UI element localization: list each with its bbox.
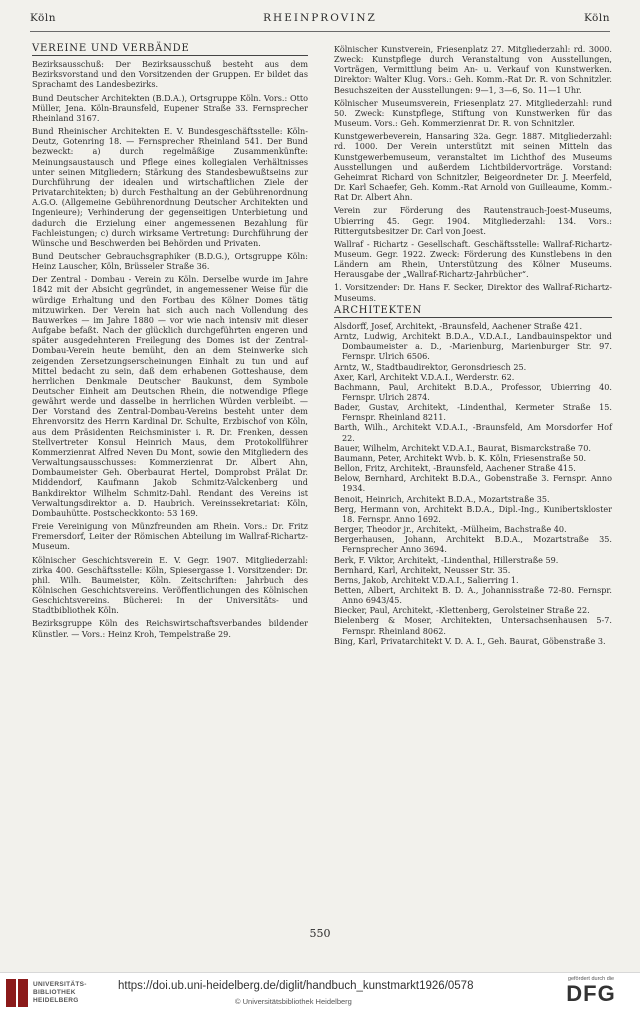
running-head-center: RHEINPROVINZ [263,12,377,24]
architect-entry: Bader, Gustav, Architekt, -Lindenthal, Kermeter Straße 15. Fernspr. Rheinland 8211. [334,402,612,423]
architect-entry: Bergerhausen, Johann, Architekt B.D.A., Mozartstraße 35. Fernsprecher Anno 3694. [334,534,612,555]
right-column [334,44,612,646]
section-title-vereine: VEREINE UND VERBÄNDE [32,44,308,56]
library-logo[interactable] [6,979,87,1007]
funded-by-label: gefördert durch die [567,976,615,982]
architect-entry: Bielenberg & Moser, Architekten, Untersachsenhausen 5-7. Fernspr. Rheinland 8062. [334,615,612,636]
architect-entry: Benoit, Heinrich, Architekt B.D.A., Mozartstraße 35. [334,493,550,504]
architect-entry: Berns, Jakob, Architekt V.D.A.I., Salierring 1. [334,574,519,585]
architect-entry: Betten, Albert, Architekt B. D. A., Johannisstraße 72-80. Fernspr. Anno 6943/45. [334,584,612,606]
entry-kunstverein: Kölnischer Kunstverein, Friesenplatz 27. Mitgliederzahl: rd. 3000. Zweck: Kunstpflege durch Veranstaltung von Ausstellungen, Vorträgen, Vermittlung beim An- u. Verkauf von Kunstwerken. Direktor: Walter Klug. Vors.: Geh. Komm.-Rat Dr. R. von Schnitzler. Besuchszeiten der Ausstellungen: 9—1, 3—6, So. 11—1 Uhr. [334,44,612,95]
dfg-wordmark: DFG [566,981,616,1006]
library-name-line1: UNIVERSITÄTS- [33,981,87,988]
architect-entry: Biecker, Paul, Architekt, -Klettenberg, Gerolsteiner Straße 22. [334,605,590,616]
entry-wallraf-richartz: Wallraf - Richartz - Gesellschaft. Geschäftsstelle: Wallraf-Richartz-Museum. Gegr. 1922. Zweck: Förderung des Kunstlebens in den Ländern am Rhein, Unterstützung des Kölner Museums. Herausgabe der „Wallraf-Richartz-Jahrbücher“. [334,238,612,280]
running-head [30,12,610,32]
entry-bezirksausschuss: Bezirksausschuß: Der Bezirksausschuß besteht aus dem Bezirksvorstand und den Vorsitzenden der Gruppen. Er bildet das Sprachamt des Landesbezirks. [32,59,308,90]
architect-entry: Below, Bernhard, Architekt B.D.A., Gobenstraße 3. Fernspr. Anno 1934. [334,473,612,494]
architect-entry: Axer, Karl, Architekt V.D.A.I., Werderstr. 62. [334,371,515,382]
running-head-right: Köln [583,12,610,24]
architect-entry: Arntz, Ludwig, Architekt B.D.A., V.D.A.I., Landbauinspektor und Dombaumeister a. D., -Marienburg, Marienburger Str. 97. Fernspr. Ulrich 6506. [334,331,612,362]
architect-entry: Barth, Wilh., Architekt V.D.A.I., -Braunsfeld, Am Morsdorfer Hof 22. [334,422,612,443]
left-column [32,44,308,642]
architect-entry: Baumann, Peter, Architekt Wvb. b. K. Köln, Friesenstraße 50. [334,452,587,463]
architect-entry: Berg, Hermann von, Architekt B.D.A., Dipl.-Ing., Kunibertskloster 18. Fernspr. Anno 1692. [334,503,612,524]
doi-link[interactable]: https://doi.ub.uni-heidelberg.de/diglit/handbuch_kunstmarkt1926/0578 [118,980,474,992]
architect-list [334,321,612,646]
library-name-line2: BIBLIOTHEK [33,989,76,996]
entry-kunstgewerbeverein: Kunstgewerbeverein, Hansaring 32a. Gegr. 1887. Mitgliederzahl: rd. 1000. Der Verein unterstützt mit seinen Mitteln das Kunstgewerbemuseum, veranstaltet im Lichthof des Museums Ausstellungen und außerdem Lichtbildervorträge. Vorstand: Geheimrat Richard von Schnitzler, Beigeordneter Dr. J. Meerfeld, Dr. Karl Schaefer, Geh. Komm.-Rat Arnold von Guilleaume, Komm.-Rat Dr. Albert Ahn. [334,131,612,203]
running-head-left: Köln [30,12,57,24]
page-number: 550 [309,927,331,940]
architect-entry: Berk, F. Viktor, Architekt, -Lindenthal, Hillerstraße 59. [334,554,559,565]
entry-wallraf-vorsitzender: 1. Vorsitzender: Dr. Hans F. Secker, Direktor des Wallraf-Richartz-Museums. [334,282,612,303]
entry-museumsverein: Kölnischer Museumsverein, Friesenplatz 27. Mitgliederzahl: rund 50. Zweck: Kunstpflege, Stiftung von Kunstwerken für das Museum. Vors.: Geh. Kommerzienrat Dr. R. von Schnitzler. [334,97,612,129]
entry-bdg: Bund Deutscher Gebrauchsgraphiker (B.D.G.), Ortsgruppe Köln: Heinz Lauscher, Köln, Brüsseler Straße 36. [32,250,308,272]
architect-entry: Berger, Theodor jr., Architekt, -Mülheim, Bachstraße 40. [334,524,567,535]
architect-entry: Alsdorff, Josef, Architekt, -Braunsfeld, Aachener Straße 421. [334,320,583,331]
entry-bezirksgruppe-reichswirtschaftsverband: Bezirksgruppe Köln des Reichswirtschaftsverbandes bildender Künstler. — Vors.: Heinz Kroh, Tempelstraße 29. [32,618,308,639]
entry-bund-rheinischer-architekten: Bund Rheinischer Architekten E. V. Bundesgeschäftsstelle: Köln-Deutz, Gotenring 18. — Fernsprecher Rheinland 541. Der Bund bezweckt: a) durch regelmäßige Zusammenkünfte: Meinungsaustausch und Pflege eines kollegialen Verhältnisses unter seinen Mitgliedern; Stärkung des Standesbewußtseins zur Durchführung der idealen und wirtschaftlichen Ziele der Privatarchitekten; b) durch Festhaltung an der Gebührenordnung A.G.O. (Allgemeine Gebührenordnung Deutscher Architekten und Ingenieure); Verhinderung der gegenseitigen Unterbietung und dadurch die Erzielung einer angemessenen Bezahlung für Fachleistungen; c) durch wirksame Vertretung: Durchführung der Wünsche und Beschwerden bei Behörden und Privaten. [32,126,308,248]
architect-entry: Arntz, W., Stadtbaudirektor, Geronsdriesch 25. [334,361,527,372]
copyright-notice: © Universitätsbibliothek Heidelberg [235,997,352,1006]
entry-muenzfreunde: Freie Vereinigung von Münzfreunden am Rhein. Vors.: Dr. Fritz Fremersdorf, Leiter der Römischen Abteilung im Wallraf-Richartz-Museum. [32,521,308,552]
architect-entry: Bernhard, Karl, Architekt, Neusser Str. 35. [334,564,511,575]
architect-entry: Bellon, Fritz, Architekt, -Braunsfeld, Aachener Straße 415. [334,463,576,474]
entry-rautenstrauch-joest: Verein zur Förderung des Rautenstrauch-Joest-Museums, Ubierring 45. Gegr. 1904. Mitgliederzahl: 134. Vors.: Rittergutsbesitzer Dr. Carl von Joest. [334,205,612,236]
viewer-footer [0,972,640,1014]
entry-geschichtsverein: Kölnischer Geschichtsverein E. V. Gegr. 1907. Mitgliederzahl: zirka 400. Geschäftsstelle: Köln, Spiesergasse 1. Vorsitzender: Dr. phil. Wilh. Baumeister, Köln. Zeitschriften: Jahrbuch des Kölnischen Geschichtsvereins. Veröffentlichungen des Kölnischen Geschichtsvereins. Bücherei: In der Universitäts- und Stadtbibliothek Köln. [32,554,308,616]
architect-entry: Bachmann, Paul, Architekt B.D.A., Professor, Ubierring 40. Fernspr. Ulrich 2874. [334,381,612,402]
library-seal-icon [6,979,28,1007]
section-title-architekten: ARCHITEKTEN [334,306,612,318]
architect-entry: Bauer, Wilhelm, Architekt V.D.A.I., Baurat, Bismarckstraße 70. [334,442,591,453]
dfg-logo[interactable] [556,976,626,1006]
entry-bda-koeln: Bund Deutscher Architekten (B.D.A.), Ortsgruppe Köln. Vors.: Otto Müller, Jena. Köln-Braunsfeld, Eupener Straße 33. Fernsprecher Rheinland 3167. [32,92,308,123]
architect-entry: Bing, Karl, Privatarchitekt V. D. A. I., Geh. Baurat, Göbenstraße 3. [334,635,606,646]
entry-zentral-dombau-verein: Der Zentral - Dombau - Verein zu Köln. Derselbe wurde im Jahre 1842 mit der Absicht gegründet, in angemessener Weise für die würdige Erhaltung und den Fortbau des Kölner Domes tätig mitzuwirken. Der Verein hat sich auch nach Vollendung des Bauwerkes — im Jahre 1880 — vor wie nach intensiv mit dieser Aufgabe befaßt. Nach der glücklich durchgeführten engeren und später ausgedehnteren Freilegung des Domes ist der Zentral-Dombau-Verein heute bemüht, den an dem Steinwerke sich zeigenden Zersetzungserscheinungen Einhalt zu tun und auf Mittel bedacht zu sein, daß dem erhabenen Gotteshause, dem herrlichen Denkmale Deutscher Baukunst, dem Symbole Deutscher Einheit am Deutschen Rhein, die notwendige Pflege gewährt werde und dasselbe in herrlichen Würden verbleibt. — Der Vorstand des Zentral-Dombau-Vereins besteht unter dem Ehrenvorsitz des Herrn Kardinal Dr. Schulte, Erzbischof von Köln, aus dem Präsidenten Reichsminister i. R. Dr. Frenken, dessen Stellvertreter Konsul Heinrich Maus, dem Protokollführer Kommerzienrat Alfred Neven Du Mont, sowie den Mitgliedern des Verwaltungsausschusses: Kommerzienrat Dr. Albert Ahn, Dombaumeister Geh. Oberbaurat Hertel, Domprobst Prälat Dr. Middendorf, Kaufmann Jakob Schmitz-Valckenberg und Bankdirektor Wilhelm Schmitz-Dahl. Rendant des Vereins ist Verwaltungsdirektor a. D. Haubrich. Vereinssekretariat: Köln, Dombauhütte. Postscheckkonto: 53 169. [32,274,308,518]
library-name-line3: HEIDELBERG [33,997,79,1004]
